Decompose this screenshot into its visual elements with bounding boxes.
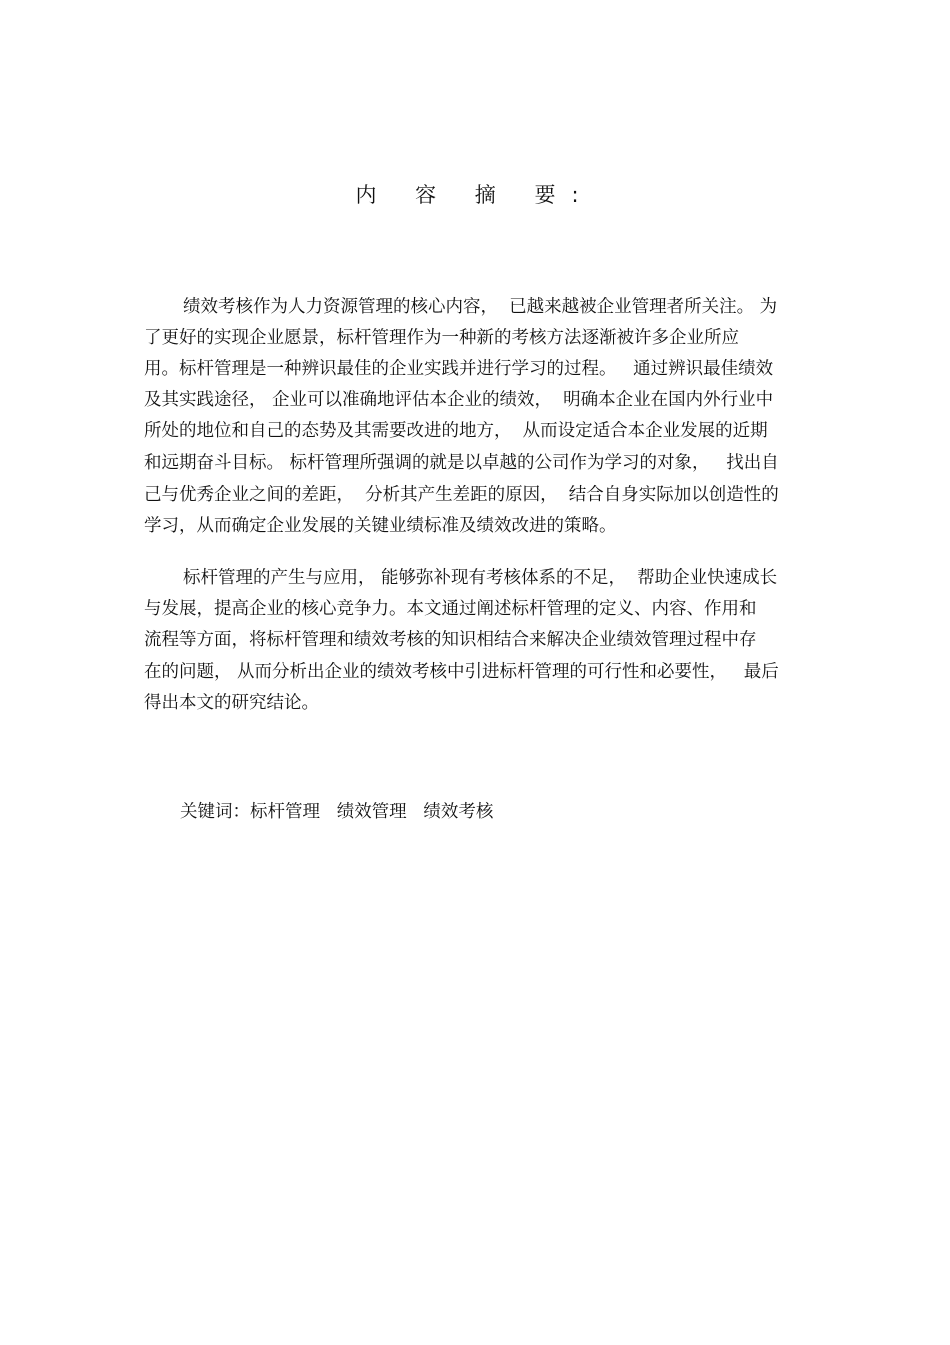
paragraph-2-line-2: 与发展，提高企业的核心竞争力。本文通过阐述标杆管理的定义、内容、作用和: [144, 599, 757, 619]
paragraph-1-line-8: 学习，从而确定企业发展的关键业绩标准及绩效改进的策略。: [144, 516, 617, 536]
paragraph-1-line-7: 己与优秀企业之间的差距， 分析其产生差距的原因， 结合自身实际加以创造性的: [144, 485, 779, 505]
paragraph-1-line-5: 所处的地位和自己的态势及其需要改进的地方， 从而设定适合本企业发展的近期: [144, 421, 768, 441]
paragraph-1-line-4: 及其实践途径， 企业可以准确地评估本企业的绩效， 明确本企业在国内外行业中: [144, 390, 774, 410]
paragraph-1-line-3: 用。标杆管理是一种辨识最佳的企业实践并进行学习的过程。 通过辨识最佳绩效: [144, 359, 774, 379]
paragraph-1-line-6: 和远期奋斗目标。 标杆管理所强调的就是以卓越的公司作为学习的对象， 找出自: [144, 453, 779, 473]
paragraph-1-line-1: 绩效考核作为人力资源管理的核心内容， 已越来越被企业管理者所关注。 为: [183, 297, 778, 317]
paragraph-1-line-2: 了更好的实现企业愿景，标杆管理作为一种新的考核方法逐渐被许多企业所应: [144, 328, 739, 348]
keywords-line: 关键词：标杆管理 绩效管理 绩效考核: [180, 802, 494, 822]
paragraph-2-line-4: 在的问题， 从而分析出企业的绩效考核中引进标杆管理的可行性和必要性， 最后: [144, 662, 779, 682]
paragraph-2-line-5: 得出本文的研究结论。: [144, 693, 319, 713]
abstract-title: 内 容 摘 要:: [355, 183, 595, 207]
paragraph-2-line-1: 标杆管理的产生与应用， 能够弥补现有考核体系的不足， 帮助企业快速成长: [183, 568, 778, 588]
paragraph-2-line-3: 流程等方面，将标杆管理和绩效考核的知识相结合来解决企业绩效管理过程中存: [144, 630, 757, 650]
